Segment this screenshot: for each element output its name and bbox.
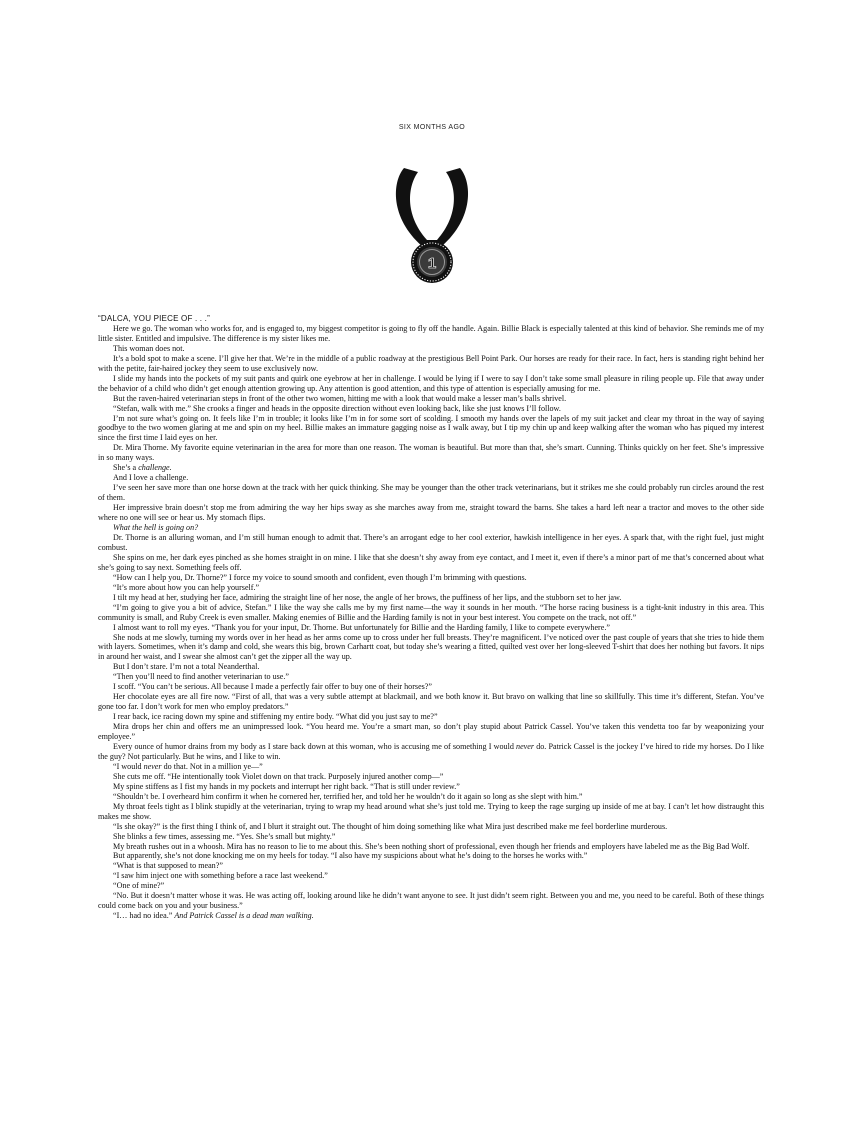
paragraph: Her impressive brain doesn’t stop me from admiring the way her hips sway as she marches away from me, straight toward the barns. She takes a hard left near a tractor and moves to the other side where no one will see or hear us. My stomach flips. — [98, 503, 764, 523]
paragraph: “Stefan, walk with me.” She crooks a finger and heads in the opposite direction without even looking back, like she just knows I’ll follow. — [113, 403, 561, 413]
paragraph: I scoff. “You can’t be serious. All because I made a perfectly fair offer to buy one of their horses?” — [113, 682, 432, 692]
paragraph: “I saw him inject one with something before a race last weekend.” — [113, 871, 328, 881]
paragraph: “I’m going to give you a bit of advice, Stefan.” I like the way she calls me by my first name—the way it sounds in her mouth. “The horse racing business is a tight-knit industry in this area. This community is small, and Ruby Creek is even smaller. Making enemies of Billie and the Harding family is not in your best interest. You compete on the track, not off.” — [98, 602, 764, 622]
paragraph: “Is she okay?” is the first thing I think of, and I blurt it straight out. The thought of him doing something like what Mira just described make me feel borderline murderous. — [113, 821, 668, 831]
paragraph — [98, 523, 764, 533]
paragraph: Dr. Mira Thorne. My favorite equine veterinarian in the area for more than one reason. The woman is beautiful. But more than that, she’s smart. Cunning. Thinks quickly on her feet. She’s impressive in so many ways. — [98, 443, 764, 463]
paragraph: I rear back, ice racing down my spine and stiffening my entire body. “What did you just say to me?” — [113, 712, 438, 722]
paragraph: But I don’t stare. I’m not a total Neanderthal. — [113, 662, 260, 672]
paragraph — [98, 742, 764, 762]
medal-number-one-icon — [390, 160, 474, 284]
chapter-heading: SIX MONTHS AGO — [398, 124, 466, 131]
paragraph: She spins on me, her dark eyes pinched as she homes straight in on mine. I like that she doesn’t shy away from eye contact, and I meet it, even if there’s a minor part of me that’s concerned about what she’s going to say next. Something feels off. — [98, 552, 764, 572]
paragraph: My spine stiffens as I fist my hands in my pockets and interrupt her right back. “That is still under review.” — [113, 781, 460, 791]
paragraph: I’ve seen her save more than one horse down at the track with her quick thinking. She may be younger than the other track veterinarians, but it strikes me she could probably run circles around the rest of them. — [98, 483, 764, 503]
paragraph: “No. But it doesn’t matter whose it was. He was acting off, looking around like he didn’t want anyone to see. It just didn’t seem right. Between you and me, you need to be careful. Both of these things could come back on you and your business.” — [98, 891, 764, 911]
paragraph: “Then you’ll need to find another veterinarian to use.” — [113, 672, 289, 682]
paragraph: She nods at me slowly, turning my words over in her head as her arms come up to cross under her full breasts. They’re magnificent. I’ve noticed over the past couple of years that she tries to hide them with layers. Sometimes, when it’s damp and cold, she wears this big, brown Carhartt coat, but today she’s wearing a fitted, quilted vest over her long-sleeved T-shirt that does her nothing but favors. It nips in around her waist, and I swear she almost can’t get the zipper all the way up. — [98, 632, 764, 662]
paragraph-text: do that. Not in a million ye—” — [161, 761, 263, 771]
paragraph — [98, 911, 764, 921]
paragraph: I tilt my head at her, studying her face, admiring the straight line of her nose, the angle of her brows, the puffiness of her lips, and the stubborn set to her jaw. — [113, 592, 622, 602]
paragraph: My throat feels tight as I blink stupidly at the veterinarian, trying to wrap my head around what she’s just told me. Trying to keep the rage surging up inside of me at bay. I can’t let how distraught this makes me show. — [98, 801, 764, 821]
paragraph: Mira drops her chin and offers me an unimpressed look. “You heard me. You’re a smart man, so don’t play stupid about Patrick Cassel. You’ve taken this vendetta too far by weaponizing your employee.” — [98, 722, 764, 742]
paragraph-text: She’s a — [113, 463, 139, 473]
paragraph: This woman does not. — [113, 343, 185, 353]
paragraph: “It’s more about how you can help yourself.” — [113, 582, 260, 592]
paragraph: She blinks a few times, assessing me. “Yes. She’s small but mighty.” — [113, 831, 336, 841]
paragraph: And I love a challenge. — [113, 473, 189, 483]
paragraph: Dr. Thorne is an alluring woman, and I’m still human enough to admit that. There’s an arrogant edge to her cool exterior, hawkish intelligence in her eyes. A spark that, with the right fuel, just might combust. — [98, 532, 764, 552]
paragraph: I almost want to roll my eyes. “Thank you for your input, Dr. Thorne. But unfortunately for Billie and the Harding family, I like to compete everywhere.” — [113, 622, 610, 632]
paragraph: “How can I help you, Dr. Thorne?” I force my voice to sound smooth and confident, even though I’m brimming with questions. — [113, 572, 527, 582]
paragraph: It’s a bold spot to make a scene. I’ll give her that. We’re in the middle of a public roadway at the prestigious Bell Point Park. Our horses are ready for their race. In fact, hers is standing right behind her with the petite, fair-haired jockey they seem to use exclusively now. — [98, 353, 764, 373]
paragraph-text: do. Patrick Cassel is the jockey I’ve hired to ride my horses. Do I like the guy? Not particularly. But he wins, and I like to win. — [98, 741, 764, 761]
medal-number: 1 — [427, 255, 437, 272]
paragraph: “Shouldn’t be. I overheard him confirm it when he cornered her, terrified her, and told her he wouldn’t do it again so long as she slept with him.” — [113, 791, 583, 801]
chapter-text — [98, 314, 764, 921]
paragraph — [98, 762, 764, 772]
paragraph-text: “I… had no idea.” — [113, 911, 175, 921]
paragraph: Here we go. The woman who works for, and is engaged to, my biggest competitor is going to fly off the handle. Again. Billie Black is especially talented at this kind of behavior. She reminds me of my little sister. Entitled and impulsive. The difference is my sister likes me. — [98, 323, 764, 343]
paragraph-emphasis: challenge. — [138, 463, 172, 473]
paragraph: I slide my hands into the pockets of my suit pants and quirk one eyebrow at her in challenge. I would be lying if I were to say I don’t take some small pleasure in riling people up. File that away under the behavior of a child who didn’t get enough attention growing up. Any attention is good attention, and this type of attention is especially amusing for me. — [98, 373, 764, 393]
paragraph-emphasis: What the hell is going on? — [113, 523, 199, 533]
paragraph: But the raven-haired veterinarian steps in front of the other two women, hitting me with a look that would make a lesser man’s balls shrivel. — [113, 393, 567, 403]
paragraph: “What is that supposed to mean?” — [113, 861, 223, 871]
paragraph: She cuts me off. “He intentionally took Violet down on that track. Purposely injured another comp—” — [113, 771, 444, 781]
paragraph: Her chocolate eyes are all fire now. “First of all, that was a very subtle attempt at blackmail, and we both know it. But bravo on walking that line so skillfully. This time it’s different, Stefan. You’ve gone too far. I don’t work for men who employ predators.” — [98, 692, 764, 712]
paragraph: I’m not sure what’s going on. It feels like I’m in trouble; it looks like I’m in for some sort of scolding. I smooth my hands over the lapels of my suit jacket and clear my throat in the way of saying goodbye to the two women glaring at me and spin on my heel. Billie makes an immature gagging noise as I walk away, but I tip my chin up and keep walking after the woman who has piqued my interest since the first time I laid eyes on her. — [98, 413, 764, 443]
paragraph-emphasis: never — [516, 741, 535, 751]
paragraph — [98, 463, 764, 473]
paragraph-text: Every ounce of humor drains from my body as I stare back down at this woman, who is accusing me of something I would — [113, 741, 517, 751]
paragraph: “DALCA, YOU PIECE OF . . .” — [98, 314, 210, 323]
paragraph-emphasis: And Patrick Cassel is a dead man walking. — [174, 911, 314, 921]
paragraph: My breath rushes out in a whoosh. Mira has no reason to lie to me about this. She’s been nothing short of professional, even though her friends and employers have labeled me as the Big Bad Wolf. — [113, 841, 750, 851]
paragraph: “One of mine?” — [113, 881, 165, 891]
paragraph-text: “I would — [113, 761, 144, 771]
paragraph: But apparently, she’s not done knocking me on my heels for today. “I also have my suspicions about what he’s doing to the horses he works with.” — [113, 851, 588, 861]
paragraph-emphasis: never — [143, 761, 162, 771]
